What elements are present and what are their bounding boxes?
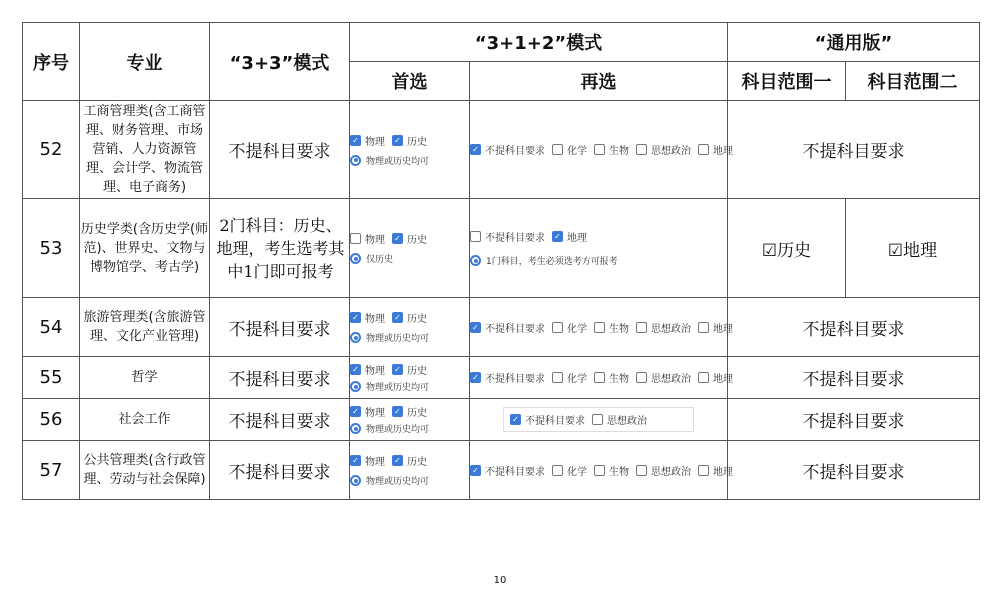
history-checkbox[interactable]: ✓ 历史 [392,310,427,325]
politics-checkbox[interactable]: 思想政治 [636,142,691,157]
page-number: 10 [493,575,507,586]
row-no: 55 [23,357,80,399]
header-first: 首选 [350,62,470,101]
general-requirement: 不提科目要求 [728,399,980,441]
second-choice-cell [470,298,733,357]
general-requirement: 不提科目要求 [728,441,980,500]
table-row [23,298,980,357]
second-choice-cell [470,441,733,500]
unchecked-icon [552,465,563,476]
subject-requirements-table [22,22,980,500]
history-checkbox[interactable]: ✓ 历史 [392,362,427,377]
row-req33: 不提科目要求 [210,357,350,399]
either-radio[interactable]: 物理或历史均可 [350,154,469,167]
chemistry-checkbox[interactable]: 化学 [552,370,587,385]
header-range2: 科目范围二 [846,62,980,101]
either-radio[interactable]: 物理或历史均可 [350,422,469,435]
biology-checkbox[interactable]: 生物 [594,370,629,385]
geography-checkbox[interactable]: 地理 [698,463,733,478]
row-req33: 2门科目：历史、地理，考生选考其中1门即可报考 [210,199,350,298]
geography-checkbox[interactable]: 地理 [698,370,733,385]
row-no: 53 [23,199,80,298]
row-req33: 不提科目要求 [210,101,350,199]
history-checkbox[interactable]: ✓ 历史 [392,231,427,246]
range1-value: ☑历史 [728,199,846,298]
second-choice-cell [470,399,728,441]
checked-icon: ✓ [392,406,403,417]
checked-icon: ✓ [552,231,563,242]
biology-checkbox[interactable]: 生物 [594,463,629,478]
politics-checkbox[interactable]: 思想政治 [592,412,647,427]
table-row [23,441,980,500]
checked-icon: ✓ [350,406,361,417]
row-req33: 不提科目要求 [210,441,350,500]
unchecked-icon [636,465,647,476]
header-mode33: “3+3”模式 [210,23,350,101]
checked-icon: ✓ [392,364,403,375]
unchecked-icon [592,414,603,425]
unchecked-icon [594,465,605,476]
first-choice-cell [350,399,470,441]
unchecked-icon [636,144,647,155]
row-req33: 不提科目要求 [210,298,350,357]
row-req33: 不提科目要求 [210,399,350,441]
chemistry-checkbox[interactable]: 化学 [552,142,587,157]
radio-selected-icon [350,155,361,166]
unchecked-icon [552,372,563,383]
first-choice-cell [350,101,470,199]
no-req-checkbox[interactable]: ✓ 不提科目要求 [470,370,545,385]
checked-icon: ✓ [350,364,361,375]
one-subject-radio[interactable]: 1门科目，考生必须选考方可报考 [470,254,727,267]
row-no: 57 [23,441,80,500]
chemistry-checkbox[interactable]: 化学 [552,463,587,478]
row-no: 56 [23,399,80,441]
table-row [23,101,980,199]
first-choice-cell [350,298,470,357]
biology-checkbox[interactable]: 生物 [594,320,629,335]
radio-selected-icon [470,255,481,266]
unchecked-icon [636,322,647,333]
unchecked-icon [552,144,563,155]
table-row [23,199,980,298]
row-no: 54 [23,298,80,357]
unchecked-icon [470,231,481,242]
history-checkbox[interactable]: ✓ 历史 [392,404,427,419]
table-row [23,399,980,441]
range2-value: ☑地理 [846,199,980,298]
checked-icon: ✓ [470,372,481,383]
second-choice-cell [470,357,733,399]
unchecked-icon [636,372,647,383]
either-radio[interactable]: 物理或历史均可 [350,380,469,393]
checked-icon: ✓ [470,322,481,333]
unchecked-icon [552,322,563,333]
history-checkbox[interactable]: ✓ 历史 [392,133,427,148]
either-radio[interactable]: 物理或历史均可 [350,331,469,344]
radio-selected-icon [350,381,361,392]
general-requirement: 不提科目要求 [728,357,980,399]
biology-checkbox[interactable]: 生物 [594,142,629,157]
chemistry-checkbox[interactable]: 化学 [552,320,587,335]
politics-checkbox[interactable]: 思想政治 [636,320,691,335]
geography-checkbox[interactable]: ✓ 地理 [552,229,587,244]
checked-icon: ✓ [392,233,403,244]
unchecked-icon [594,144,605,155]
unchecked-icon [698,322,709,333]
physics-checkbox[interactable]: ✓ 物理 [350,133,385,148]
history-checkbox[interactable]: ✓ 历史 [392,453,427,468]
header-general: “通用版” [728,23,980,62]
either-radio[interactable]: 物理或历史均可 [350,474,469,487]
physics-checkbox[interactable]: ✓ 物理 [350,453,385,468]
physics-checkbox[interactable]: ✓ 物理 [350,362,385,377]
row-major: 旅游管理类(含旅游管理、文化产业管理) [80,298,210,357]
row-major: 历史学类(含历史学(师范)、世界史、文物与博物馆学、考古学) [80,199,210,298]
checked-icon: ✓ [470,144,481,155]
header-mode312: “3+1+2”模式 [350,23,728,62]
no-req-checkbox[interactable]: ✓ 不提科目要求 [470,320,545,335]
no-req-checkbox[interactable]: ✓ 不提科目要求 [510,412,585,427]
checked-icon: ✓ [350,312,361,323]
header-major: 专业 [80,23,210,101]
politics-checkbox[interactable]: 思想政治 [636,463,691,478]
row-major: 社会工作 [80,399,210,441]
table-row [23,357,980,399]
general-requirement: 不提科目要求 [728,298,980,357]
general-requirement: 不提科目要求 [728,101,980,199]
checked-icon: ✓ [350,455,361,466]
unchecked-icon [350,233,361,244]
checked-icon: ✓ [392,455,403,466]
checked-icon: ✓ [392,135,403,146]
geography-checkbox[interactable]: 地理 [698,320,733,335]
row-major: 公共管理类(含行政管理、劳动与社会保障) [80,441,210,500]
checked-icon: ✓ [470,465,481,476]
radio-selected-icon [350,423,361,434]
no-req-checkbox[interactable]: ✓ 不提科目要求 [470,142,545,157]
no-req-checkbox[interactable]: 不提科目要求 [470,229,545,244]
only-history-radio[interactable]: 仅历史 [350,252,469,265]
checked-icon: ✓ [392,312,403,323]
checked-icon: ✓ [510,414,521,425]
radio-selected-icon [350,475,361,486]
first-choice-cell [350,199,470,298]
physics-checkbox[interactable]: ✓ 物理 [350,310,385,325]
unchecked-icon [698,465,709,476]
unchecked-icon [698,372,709,383]
row-major: 哲学 [80,357,210,399]
politics-checkbox[interactable]: 思想政治 [636,370,691,385]
geography-checkbox[interactable]: 地理 [698,142,733,157]
first-choice-cell [350,357,470,399]
row-no: 52 [23,101,80,199]
row-major: 工商管理类(含工商管理、财务管理、市场营销、人力资源管理、会计学、物流管理、电子商务) [80,101,210,199]
physics-checkbox[interactable]: ✓ 物理 [350,404,385,419]
second-choice-cell [470,199,728,298]
checked-icon: ✓ [350,135,361,146]
unchecked-icon [698,144,709,155]
header-range1: 科目范围一 [728,62,846,101]
physics-checkbox[interactable]: 物理 [350,231,385,246]
no-req-checkbox[interactable]: ✓ 不提科目要求 [470,463,545,478]
header-second: 再选 [470,62,728,101]
first-choice-cell [350,441,470,500]
radio-selected-icon [350,332,361,343]
radio-selected-icon [350,253,361,264]
second-choice-cell [470,101,733,199]
unchecked-icon [594,322,605,333]
unchecked-icon [594,372,605,383]
header-no: 序号 [23,23,80,101]
